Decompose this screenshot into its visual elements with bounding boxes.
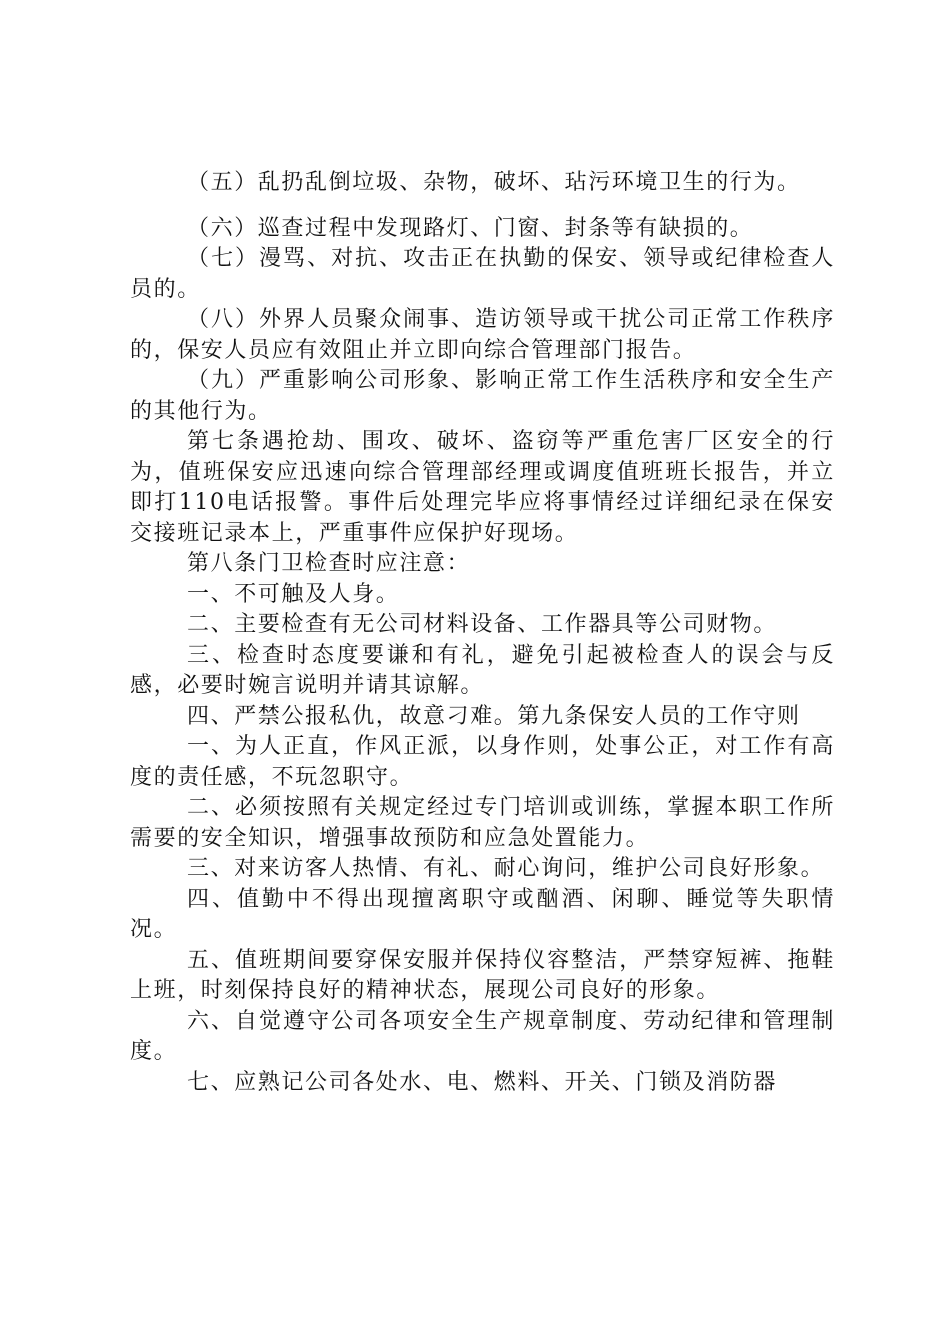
paragraph-item-5: （五）乱扔乱倒垃圾、杂物，破坏、玷污环境卫生的行为。 [187, 170, 801, 195]
document-body [130, 168, 835, 1098]
paragraph-item-8: （八）外界人员聚众闹事、造访领导或干扰公司正常工作秩序的，保安人员应有效阻止并立即向综合管理部门报告。 [130, 307, 835, 363]
article-8-item-3: 三、检查时态度要谦和有礼，避免引起被检查人的误会与反感，必要时婉言说明并请其谅解。 [130, 642, 835, 698]
article-9-item-5: 五、值班期间要穿保安服并保持仪容整洁，严禁穿短裤、拖鞋上班，时刻保持良好的精神状态，展现公司良好的形象。 [130, 947, 835, 1003]
paragraph-item-9: （九）严重影响公司形象、影响正常工作生活秩序和安全生产的其他行为。 [130, 368, 835, 424]
article-9-item-2: 二、必须按照有关规定经过专门培训或训练，掌握本职工作所需要的安全知识，增强事故预防和应急处置能力。 [130, 795, 835, 851]
article-9-item-6: 六、自觉遵守公司各项安全生产规章制度、劳动纪律和管理制度。 [130, 1008, 835, 1064]
article-8-item-4: 四、严禁公报私仇，故意刁难。第九条保安人员的工作守则 [187, 703, 801, 729]
article-9-item-4: 四、值勤中不得出现擅离职守或酗酒、闲聊、睡觉等失职情况。 [130, 886, 835, 942]
paragraph-item-7: （七）漫骂、对抗、攻击正在执勤的保安、领导或纪律检查人员的。 [130, 246, 835, 302]
article-8-heading: 第八条门卫检查时应注意： [187, 551, 471, 576]
article-8-item-1: 一、不可触及人身。 [187, 581, 400, 607]
paragraph-item-6: （六）巡查过程中发现路灯、门窗、封条等有缺损的。 [187, 215, 754, 241]
article-8-item-2: 二、主要检查有无公司材料设备、工作器具等公司财物。 [187, 612, 778, 637]
article-9-item-3: 三、对来访客人热情、有礼、耐心询问，维护公司良好形象。 [187, 856, 825, 881]
article-9-item-1: 一、为人正直，作风正派，以身作则，处事公正，对工作有高度的责任感，不玩忽职守。 [130, 734, 835, 790]
article-9-item-7: 七、应熟记公司各处水、电、燃料、开关、门锁及消防器 [187, 1069, 778, 1095]
article-7-paragraph: 第七条遇抢劫、围攻、破坏、盗窃等严重危害厂区安全的行为，值班保安应迅速向综合管理部经理或调度值班班长报告，并立即打110电话报警。事件后处理完毕应将事情经过详细纪录在保安交接班记录本上，严重事件应保护好现场。 [130, 429, 835, 546]
